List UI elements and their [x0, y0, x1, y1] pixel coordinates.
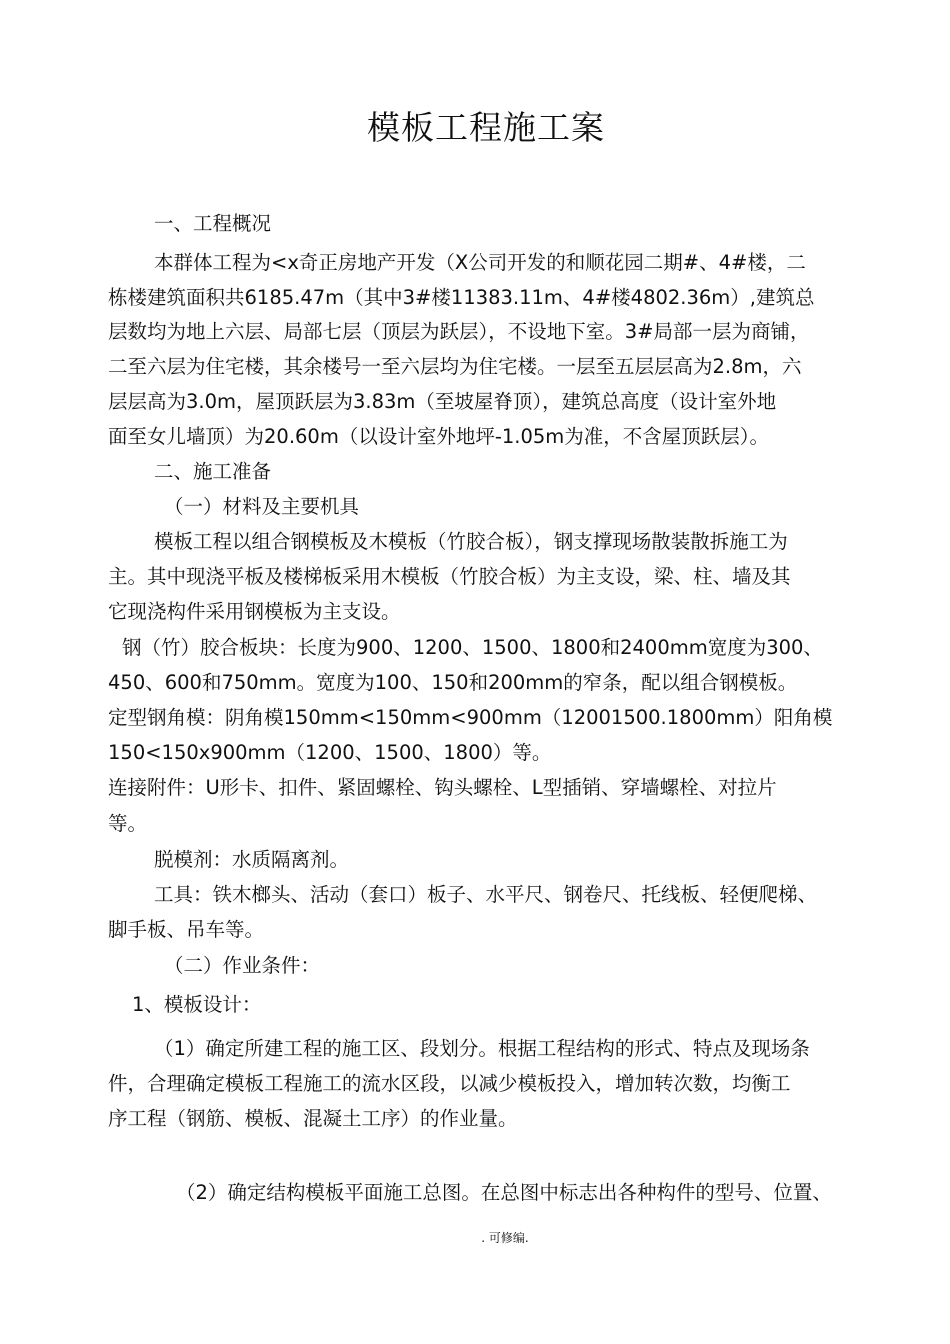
paragraph-line: 模板工程以组合钢模板及木模板（竹胶合板），钢支撑现场散装散拆施工为 [154, 530, 788, 553]
paragraph-line: 脱模剂：水质隔离剂。 [154, 848, 350, 871]
paragraph-line: 层层高为3.0m，屋顶跃层为3.83m（至坡屋脊顶），建筑总高度（设计室外地 [108, 390, 777, 413]
paragraph-line: 二至六层为住宅楼，其余楼号一至六层均为住宅楼。一层至五层层高为2.8m，六 [108, 355, 802, 378]
paragraph-line: （2）确定结构模板平面施工总图。在总图中标志出各种构件的型号、位置、 [176, 1181, 832, 1204]
page-footer: . 可修编. [481, 1231, 529, 1245]
paragraph-line: 件，合理确定模板工程施工的流水区段，以减少模板投入，增加转次数，均衡工 [108, 1072, 791, 1095]
paragraph-line: 它现浇构件采用钢模板为主支设。 [108, 600, 401, 623]
paragraph-line: 450、600和750mm。宽度为100、150和200mm的窄条，配以组合钢模板。 [108, 671, 798, 694]
paragraph-line: （1）确定所建工程的施工区、段划分。根据工程结构的形式、特点及现场条 [154, 1037, 810, 1060]
paragraph-line: 钢（竹）胶合板块：长度为900、1200、1500、1800和2400mm宽度为300、 [122, 636, 823, 659]
paragraph-line: 主。其中现浇平板及楼梯板采用木模板（竹胶合板）为主支设，梁、柱、墙及其 [108, 565, 791, 588]
paragraph-line: 定型钢角模：阴角模150mm<150mm<900mm（12001500.1800mm）阳角模 [108, 706, 833, 729]
section-heading-preparation: 二、施工准备 [154, 460, 272, 483]
paragraph-line: 本群体工程为<x奇正房地产开发（X公司开发的和顺花园二期#、4#楼，二 [154, 251, 806, 274]
paragraph-line: 脚手板、吊车等。 [108, 918, 265, 941]
subsection-heading-conditions: （二）作业条件： [164, 954, 321, 977]
paragraph-line: 面至女儿墙顶）为20.60m（以设计室外地坪-1.05m为准，不含屋顶跃层）。 [108, 425, 770, 448]
paragraph-line: 序工程（钢筋、模板、混凝土工序）的作业量。 [108, 1107, 518, 1130]
paragraph-line: 工具：铁木榔头、活动（套口）板子、水平尺、钢卷尺、托线板、轻便爬梯、 [154, 883, 818, 906]
paragraph-line: 栋楼建筑面积共6185.47m（其中3#楼11383.11m、4#楼4802.36m）,建筑总 [108, 286, 815, 309]
section-heading-overview: 一、工程概况 [154, 212, 272, 235]
subsection-heading-materials: （一）材料及主要机具 [164, 495, 360, 518]
paragraph-line: 等。 [108, 812, 148, 835]
item-heading-template-design: 1、模板设计： [132, 993, 262, 1016]
document-title: 模板工程施工案 [367, 108, 605, 147]
paragraph-line: 连接附件：U形卡、扣件、紧固螺栓、钩头螺栓、L型插销、穿墙螺栓、对拉片 [108, 776, 777, 799]
paragraph-line: 层数均为地上六层、局部七层（顶层为跃层），不设地下室。3#局部一层为商铺， [108, 320, 810, 343]
paragraph-line: 150<150x900mm（1200、1500、1800）等。 [108, 741, 552, 764]
